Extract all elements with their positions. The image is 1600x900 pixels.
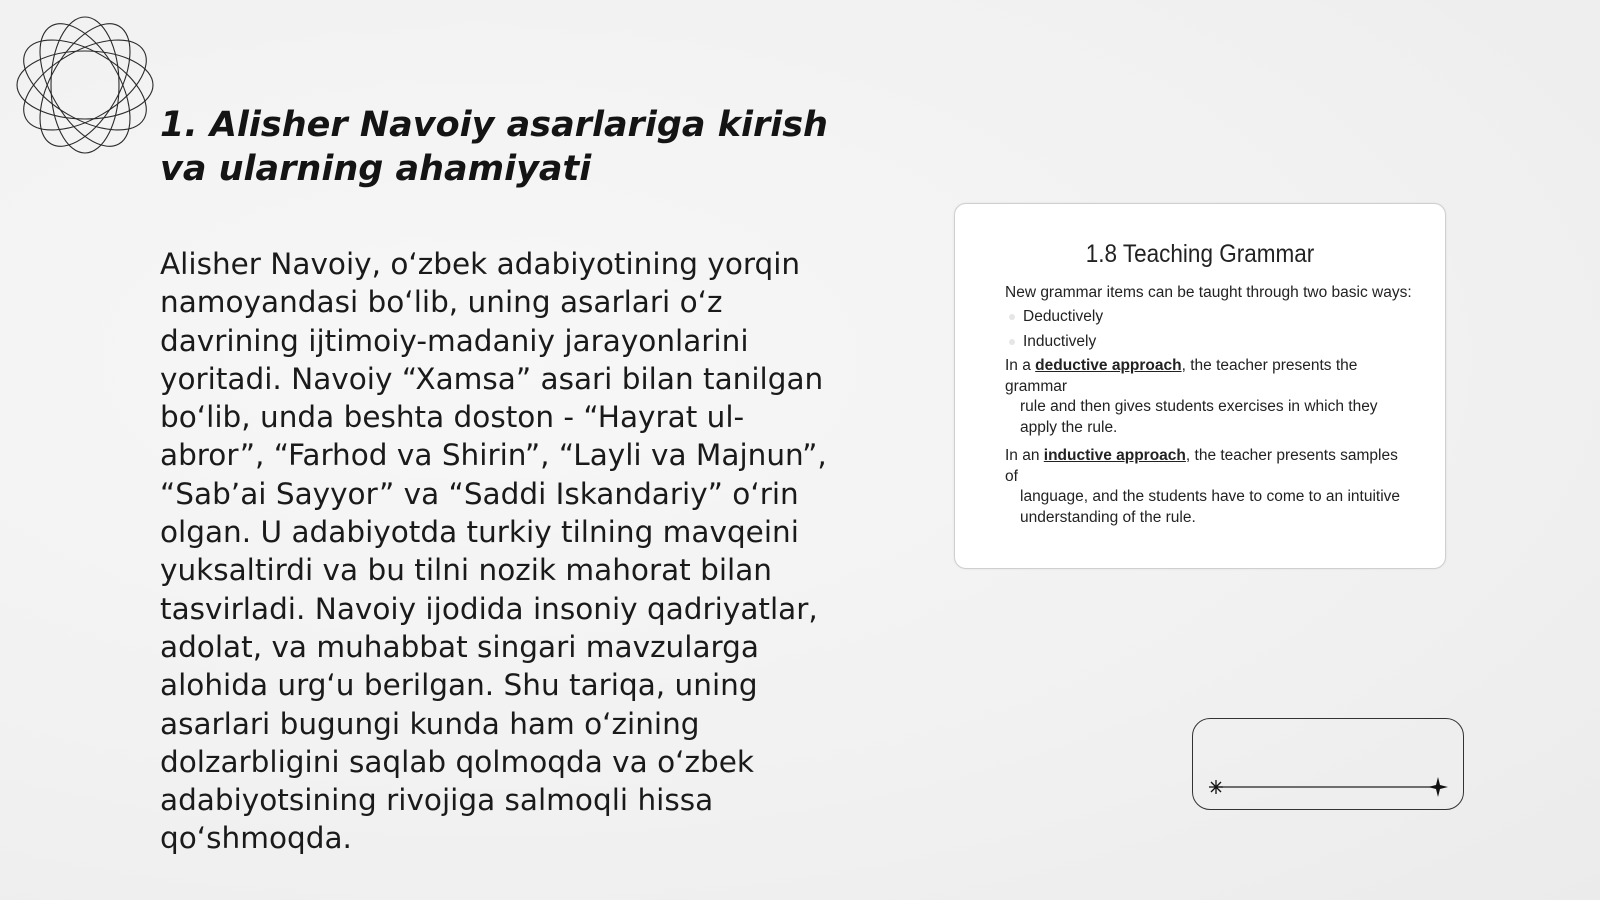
inductive-term: inductive approach bbox=[1043, 447, 1186, 464]
sparkle-icon bbox=[1209, 780, 1223, 794]
bullet-label: Deductively bbox=[1023, 308, 1104, 325]
inductive-paragraph bbox=[1005, 446, 1415, 528]
slide-title: 1. Alisher Navoiy asarlariga kirish va ularning ahamiyati bbox=[160, 105, 828, 189]
rosette-icon bbox=[10, 10, 160, 160]
para-prefix: In a bbox=[1005, 357, 1036, 374]
para-suffix: , the teacher presents the grammar bbox=[1005, 357, 1358, 395]
deductive-term: deductive approach bbox=[1035, 357, 1182, 374]
bullet-label: Inductively bbox=[1023, 333, 1097, 350]
para-prefix: In an bbox=[1005, 447, 1044, 464]
bullet-deductively bbox=[1023, 308, 1103, 326]
embedded-image-title: 1.8 Teaching Grammar bbox=[1085, 240, 1315, 268]
embedded-image-intro: New grammar items can be taught through two basic ways: bbox=[1005, 284, 1412, 301]
decorative-line bbox=[1200, 775, 1450, 799]
embedded-image-grammar bbox=[954, 203, 1446, 569]
bullet-dot-icon bbox=[1009, 339, 1015, 345]
bullet-inductively bbox=[1023, 333, 1096, 351]
para-rest: language, and the students have to come to an intuitive understanding of the rule. bbox=[1020, 488, 1401, 526]
deductive-paragraph bbox=[1005, 356, 1415, 438]
para-suffix: , the teacher presents samples of bbox=[1005, 447, 1398, 485]
para-rest: rule and then gives students exercises in which they apply the rule. bbox=[1020, 398, 1378, 436]
four-point-star-icon bbox=[1428, 777, 1448, 797]
slide-body-text: Alisher Navoiy, oʻzbek adabiyotining yorqin namoyandasi boʻlib, uning asarlari oʻz davrining ijtimoiy-madaniy jarayonlarini yoritadi. Navoiy “Xamsa” asari bilan tanilgan boʻlib, unda beshta doston - “Hayrat ul-abror”, “Farhod va Shirin”, “Layli va Majnun”, “Sabʼai Sayyor” va “Saddi Iskandariy” oʻrin olgan. U adabiyotda turkiy tilning mavqeini yuksaltirdi va bu tilni nozik mahorat bilan tasvirladi. Navoiy ijodida insoniy qadriyatlar, adolat, va muhabbat singari mavzularga alohida urgʻu berilgan. Shu tariqa, uning asarlari bugungi kunda ham oʻzining dolzarbligini saqlab qolmoqda va oʻzbek adabiyotsining rivojiga salmoqli hissa qoʻshmoqda. bbox=[160, 247, 827, 856]
bullet-dot-icon bbox=[1009, 314, 1015, 320]
